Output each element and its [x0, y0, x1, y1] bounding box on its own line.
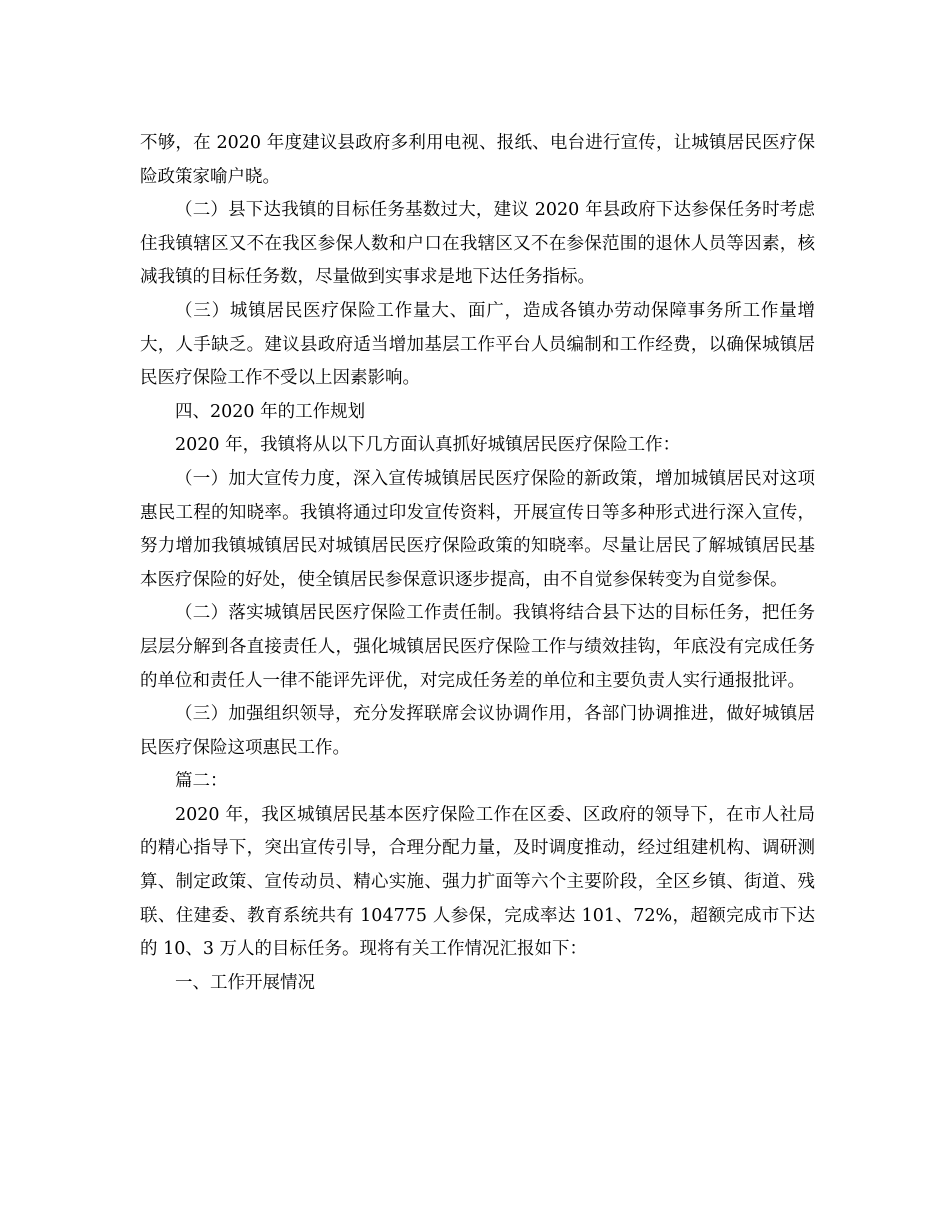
paragraph-10: 2020 年，我区城镇居民基本医疗保险工作在区委、区政府的领导下，在市人社局的精心指导下，突出宣传引导，合理分配力量，及时调度推动，经过组建机构、调研测算、制定政策、宣传动员、精心实施、强力扩面等六个主要阶段，全区乡镇、街道、残联、住建委、教育系统共有 104775 人参保，完成率达 101、72%，超额完成市下达的 10、3 万人的目标任务。现将有关工作情况汇报如下：	[140, 804, 815, 960]
paragraph-7: （二）落实城镇居民医疗保险工作责任制。我镇将结合县下达的目标任务，把任务层层分解到各直接责任人，强化城镇居民医疗保险工作与绩效挂钩，年底没有完成任务的单位和责任人一律不能评先评优，对完成任务差的单位和主要负责人实行通报批评。	[140, 603, 815, 691]
section-heading-4: 四、2020 年的工作规划	[175, 401, 366, 422]
paragraph-5: 2020 年，我镇将从以下几方面认真抓好城镇居民医疗保险工作：	[175, 435, 681, 456]
paragraph-6: （一）加大宣传力度，深入宣传城镇居民医疗保险的新政策，增加城镇居民对这项惠民工程的知晓率。我镇将通过印发宣传资料，开展宣传日等多种形式进行深入宣传，努力增加我镇城镇居民对城镇居民医疗保险政策的知晓率。尽量让居民了解城镇居民基本医疗保险的好处，使全镇居民参保意识逐步提高，由不自觉参保转变为自觉参保。	[140, 468, 815, 590]
paragraph-3: （三）城镇居民医疗保险工作量大、面广，造成各镇办劳动保障事务所工作量增大，人手缺乏。建议县政府适当增加基层工作平台人员编制和工作经费，以确保城镇居民医疗保险工作不受以上因素影响。	[140, 300, 815, 389]
paragraph-8: （三）加强组织领导，充分发挥联席会议协调作用，各部门协调推进，做好城镇居民医疗保险这项惠民工作。	[140, 704, 815, 758]
section-heading-1: 一、工作开展情况	[175, 972, 315, 993]
part-heading-2: 篇二：	[175, 771, 228, 792]
document-page	[140, 127, 815, 1000]
paragraph-1: 不够，在 2020 年度建议县政府多利用电视、报纸、电台进行宣传，让城镇居民医疗保险政策家喻户晓。	[140, 133, 815, 187]
paragraph-2: （二）县下达我镇的目标任务基数过大，建议 2020 年县政府下达参保任务时考虑住我镇辖区又不在我区参保人数和户口在我辖区又不在参保范围的退休人员等因素，核减我镇的目标任务数，尽量做到实事求是地下达任务指标。	[140, 200, 815, 288]
